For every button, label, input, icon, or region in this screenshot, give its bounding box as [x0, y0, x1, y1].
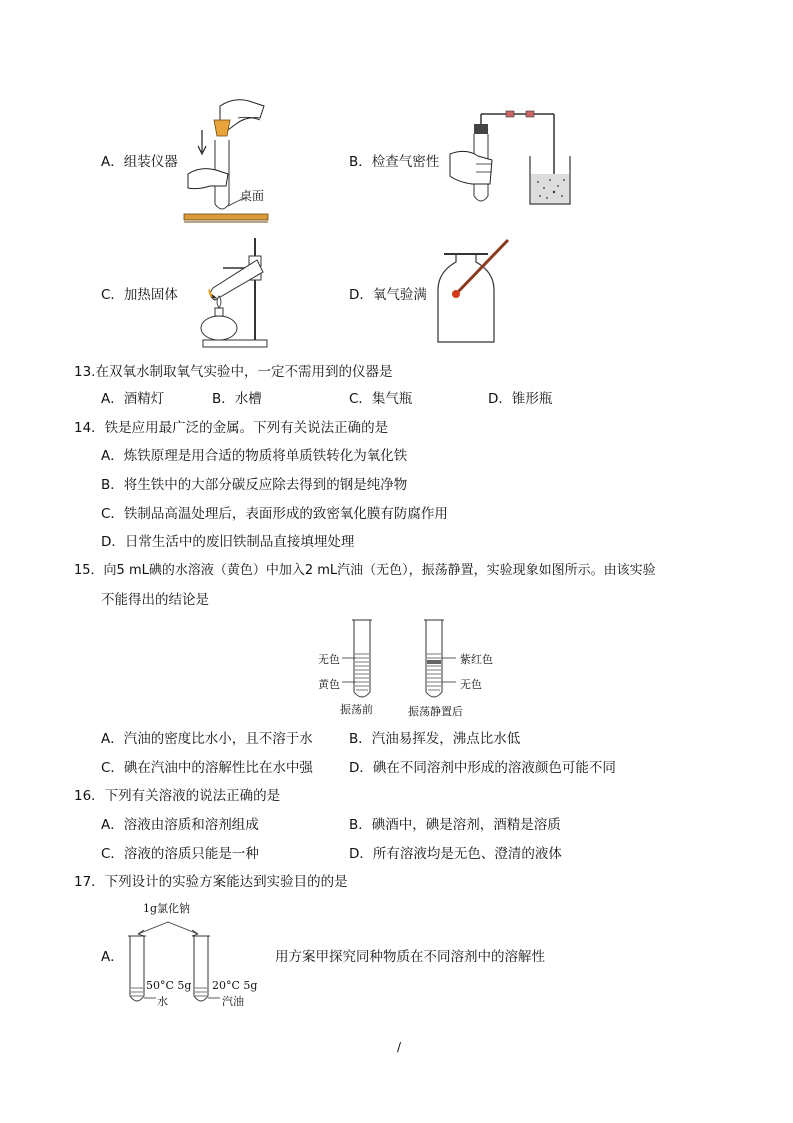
right-tube-condition: 20°C 5g [212, 979, 258, 992]
q15-option-b: B．汽油易挥发，沸点比水低 [349, 731, 521, 747]
q17-stem: 17．下列设计的实验方案能达到实验目的的是 [74, 874, 348, 890]
q13-stem: 13.在双氧水制取氧气实验中，一定不需用到的仪器是 [74, 364, 393, 380]
q14-option-b: B．将生铁中的大部分碳反应除去得到的钢是纯净物 [101, 477, 408, 493]
label-purple-red: 紫红色 [460, 653, 493, 666]
q14-option-c: C．铁制品高温处理后，表面形成的致密氧化膜有防腐作用 [101, 506, 448, 522]
table-label: 桌面 [240, 189, 265, 203]
heating-solid-figure [193, 236, 273, 352]
page-footer-mark: / [397, 1040, 402, 1054]
airtightness-check-figure [446, 104, 572, 212]
left-tube-condition: 50°C 5g [146, 979, 192, 992]
q12-option-d: D．氧气验满 [349, 287, 427, 303]
q15-stem-line1: 15．向5 mL碘的水溶液（黄色）中加入2 mL汽油（无色），振荡静置，实验现象如图所示。由该实验 [74, 563, 656, 578]
label-colorless-after: 无色 [460, 678, 482, 691]
q15-option-d: D．碘在不同溶剂中形成的溶液颜色可能不同 [349, 760, 616, 776]
q16-option-a: A．溶液由溶质和溶剂组成 [101, 817, 259, 833]
q14-option-a: A．炼铁原理是用合适的物质将单质铁转化为氧化铁 [101, 448, 408, 464]
q15-stem-line2: 不能得出的结论是 [101, 592, 209, 608]
left-tube-liquid: 水 [157, 995, 168, 1008]
q17-option-a-text: 用方案甲探究同种物质在不同溶剂中的溶解性 [275, 949, 545, 965]
q15-option-a: A．汽油的密度比水小，且不溶于水 [101, 731, 313, 747]
q12-option-b: B．检查气密性 [349, 154, 440, 170]
q15-option-c: C．碘在汽油中的溶解性比在水中强 [101, 760, 313, 776]
q16-option-d: D．所有溶液均是无色、澄清的液体 [349, 846, 562, 862]
q12-option-c: C．加热固体 [101, 287, 178, 303]
q12-option-a: A．组装仪器 [101, 154, 178, 170]
q13-option-d: D．锥形瓶 [488, 391, 553, 407]
q17-option-a-label: A． [101, 949, 124, 965]
q13-option-b: B．水槽 [212, 391, 262, 407]
caption-before-shaking: 振荡前 [340, 703, 373, 716]
right-tube-liquid: 汽油 [222, 995, 244, 1008]
label-colorless-before: 无色 [318, 653, 340, 666]
caption-after-shaking: 振荡静置后 [408, 705, 463, 718]
q13-option-c: C．集气瓶 [349, 391, 413, 407]
q13-option-a: A．酒精灯 [101, 391, 165, 407]
q16-stem: 16．下列有关溶液的说法正确的是 [74, 788, 281, 804]
oxygen-full-check-figure [436, 236, 516, 348]
nacl-label: 1g氯化钠 [143, 902, 191, 915]
assemble-apparatus-figure [180, 94, 270, 228]
q14-option-d: D．日常生活中的废旧铁制品直接填埋处理 [101, 534, 355, 550]
q14-stem: 14．铁是应用最广泛的金属。下列有关说法正确的是 [74, 420, 389, 436]
label-yellow: 黄色 [318, 678, 340, 691]
q16-option-c: C．溶液的溶质只能是一种 [101, 846, 259, 862]
q16-option-b: B．碘酒中，碘是溶剂，酒精是溶质 [349, 817, 561, 833]
